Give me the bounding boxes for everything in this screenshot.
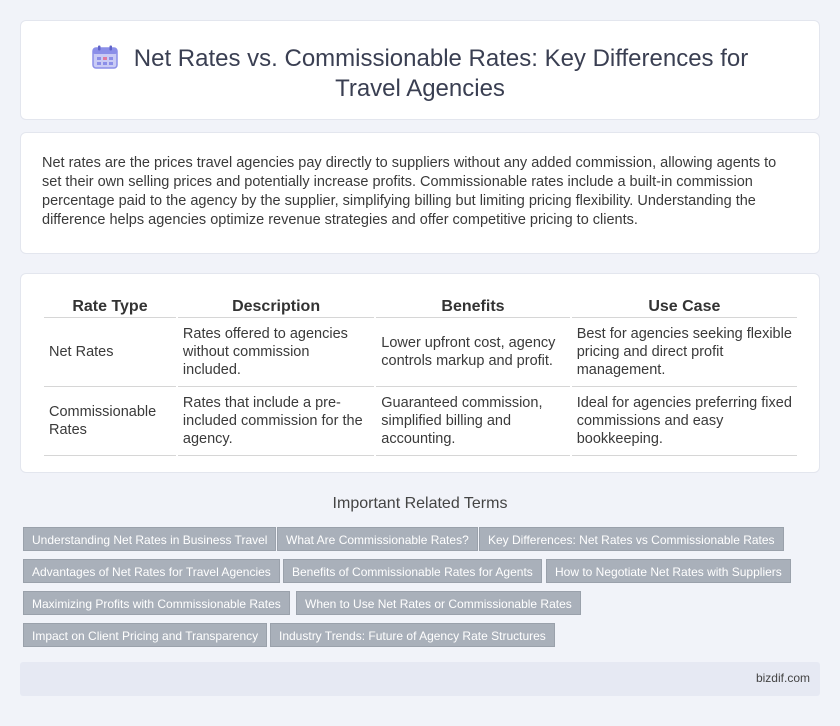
related-term-link[interactable]: Advantages of Net Rates for Travel Agencies	[23, 559, 280, 583]
related-term-link[interactable]: Maximizing Profits with Commissionable Rates	[23, 591, 290, 615]
cell-benefits: Lower upfront cost, agency controls markup and profit.	[376, 318, 569, 387]
cell-rate-type: Commissionable Rates	[44, 387, 176, 456]
related-term-link[interactable]: Key Differences: Net Rates vs Commissionable Rates	[479, 527, 784, 551]
title-card	[20, 20, 820, 120]
calendar-icon	[92, 45, 118, 69]
cell-use-case: Ideal for agencies preferring fixed commissions and easy bookkeeping.	[572, 387, 797, 456]
cell-use-case: Best for agencies seeking flexible pricing and direct profit management.	[572, 318, 797, 387]
related-term-link[interactable]: Benefits of Commissionable Rates for Agents	[283, 559, 542, 583]
related-term-link[interactable]: When to Use Net Rates or Commissionable Rates	[296, 591, 581, 615]
cell-benefits: Guaranteed commission, simplified billing and accounting.	[376, 387, 569, 456]
footer-bar	[20, 662, 820, 696]
page-title-text: Net Rates vs. Commissionable Rates: Key Differences for Travel Agencies	[133, 45, 749, 102]
intro-paragraph: Net rates are the prices travel agencies pay directly to suppliers without any added commission, allowing agents to set their own selling prices and potentially increase profits. Commissionable rates include a built-in commission percentage paid to the agency by the supplier, simplifying billing but limiting pricing flexibility. Understanding the difference helps agencies optimize revenue strategies and offer competitive pricing to clients.	[42, 155, 777, 228]
table-header-row	[44, 296, 797, 318]
page-title	[61, 44, 779, 104]
cell-rate-type: Net Rates	[44, 318, 176, 387]
related-terms-heading: Important Related Terms	[332, 495, 508, 512]
header-description: Description	[178, 296, 374, 318]
footer-site-link[interactable]: bizdif.com	[755, 671, 810, 685]
header-benefits: Benefits	[376, 296, 569, 318]
cell-description: Rates offered to agencies without commission included.	[178, 318, 374, 387]
cell-description: Rates that include a pre-included commission for the agency.	[178, 387, 374, 456]
table-row	[44, 387, 797, 456]
header-rate-type: Rate Type	[44, 296, 176, 318]
header-use-case: Use Case	[572, 296, 797, 318]
related-term-link[interactable]: What Are Commissionable Rates?	[277, 527, 478, 551]
intro-card	[20, 132, 820, 254]
related-term-link[interactable]: Impact on Client Pricing and Transparency	[23, 623, 267, 647]
comparison-card	[20, 273, 820, 473]
table-row	[44, 318, 797, 387]
related-term-link[interactable]: Understanding Net Rates in Business Travel	[23, 527, 276, 551]
comparison-table	[42, 296, 799, 456]
related-term-link[interactable]: Industry Trends: Future of Agency Rate Structures	[270, 623, 555, 647]
related-term-link[interactable]: How to Negotiate Net Rates with Suppliers	[546, 559, 791, 583]
